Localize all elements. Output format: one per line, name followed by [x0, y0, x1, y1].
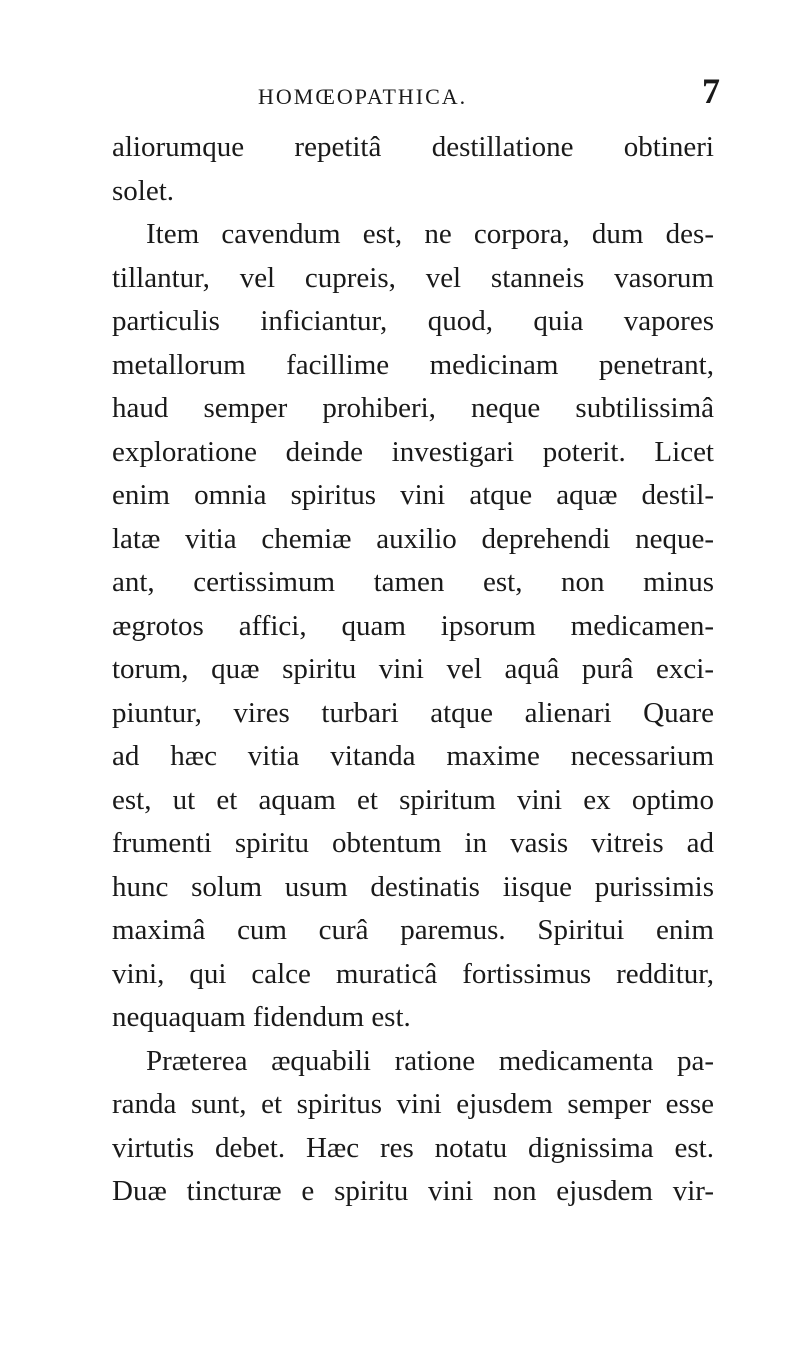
text-line-14: piuntur, vires turbari atque alienari Quare	[112, 696, 714, 729]
text-line-4: tillantur, vel cupreis, vel stanneis vasorum	[112, 261, 714, 294]
text-line-18: hunc solum usum destinatis iisque purissimis	[112, 870, 714, 903]
text-line-1: aliorumque repetitâ destillatione obtineri	[112, 131, 714, 163]
text-line-13: torum, quæ spiritu vini vel aquâ purâ exci-	[112, 653, 714, 685]
body-text	[112, 126, 714, 1214]
text-line-24: virtutis debet. Hæc res notatu dignissima est.	[112, 1131, 714, 1164]
text-line-3: Item cavendum est, ne corpora, dum des-	[146, 218, 714, 250]
text-line-6: metallorum facillime medicinam penetrant,	[112, 348, 714, 381]
text-line-12: ægrotos affici, quam ipsorum medicamen-	[112, 609, 714, 642]
text-line-20: vini, qui calce muraticâ fortissimus redditur,	[112, 957, 714, 990]
text-line-23: randa sunt, et spiritus vini ejusdem semper esse	[112, 1088, 714, 1120]
text-line-8: exploratione deinde investigari poterit. Licet	[112, 435, 714, 468]
text-line-5: particulis inficiantur, quod, quia vapores	[112, 305, 714, 337]
text-line-22: Præterea æquabili ratione medicamenta pa-	[146, 1044, 714, 1077]
text-line-15: ad hæc vitia vitanda maxime necessarium	[112, 740, 714, 772]
text-line-10: latæ vitia chemiæ auxilio deprehendi neque-	[112, 522, 714, 555]
text-line-2: solet.	[112, 174, 175, 207]
text-line-25: Duæ tincturæ e spiritu vini non ejusdem vir-	[112, 1175, 714, 1207]
text-line-9: enim omnia spiritus vini atque aquæ destil-	[112, 479, 714, 511]
text-line-17: frumenti spiritu obtentum in vasis vitreis ad	[112, 827, 714, 859]
text-line-7: haud semper prohiberi, neque subtilissimâ	[112, 392, 714, 424]
page-number: 7	[702, 71, 720, 111]
text-line-11: ant, certissimum tamen est, non minus	[112, 566, 714, 598]
text-line-19: maximâ cum curâ paremus. Spiritui enim	[112, 914, 714, 946]
text-line-21: nequaquam fidendum est.	[112, 1001, 411, 1033]
running-head: HOMŒOPATHICA.	[258, 84, 468, 109]
text-line-16: est, ut et aquam et spiritum vini ex optimo	[112, 783, 714, 816]
